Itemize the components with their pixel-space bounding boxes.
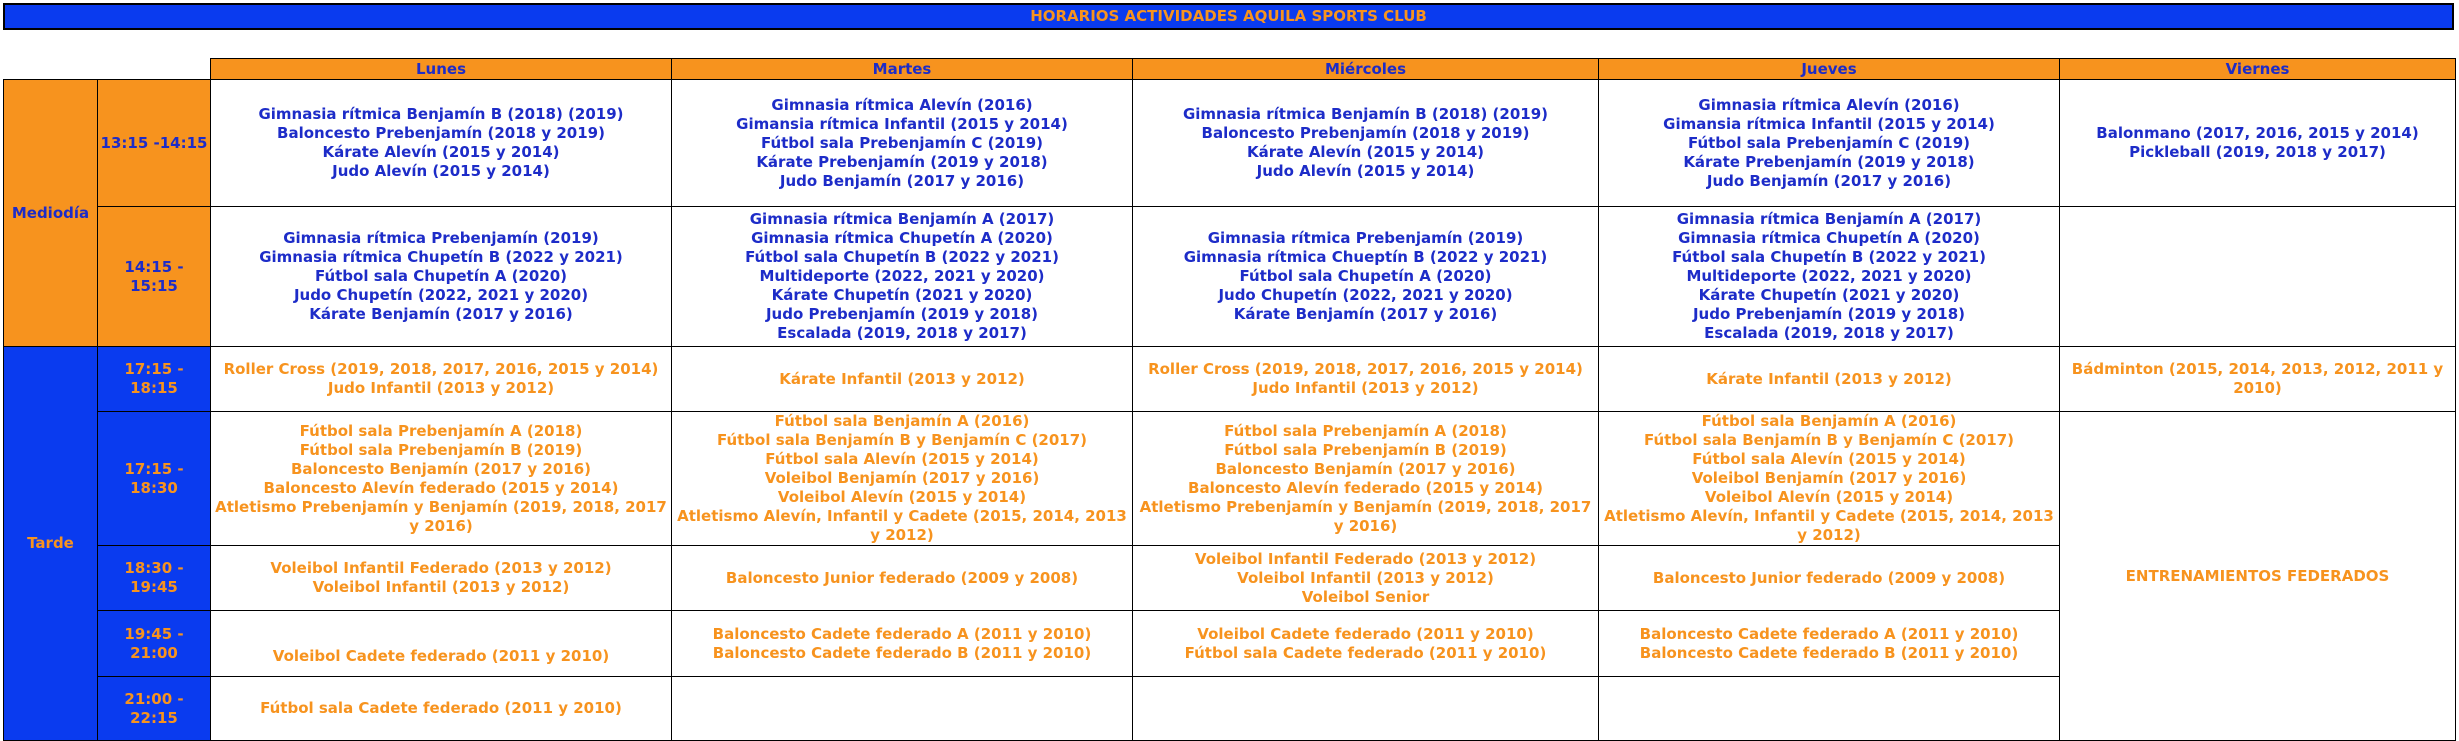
activity-cell-miercoles: Voleibol Infantil Federado (2013 y 2012) Voleibol Infantil (2013 y 2012) Voleibol Senior	[1133, 546, 1599, 611]
activity-cell-lunes: Fútbol sala Prebenjamín A (2018) Fútbol sala Prebenjamín B (2019) Baloncesto Benjamín (2017 y 2016) Baloncesto Alevín federado (2015 y 2014) Atletismo Prebenjamín y Benjamín (2019, 2018, 2017 y 2016)	[211, 412, 672, 546]
period-mediodia: Mediodía	[4, 80, 98, 347]
period-tarde: Tarde	[4, 347, 98, 741]
time-slot: 14:15 - 15:15	[98, 207, 211, 347]
activity-cell-miercoles: Gimnasia rítmica Prebenjamín (2019) Gimnasia rítmica Chueptín B (2022 y 2021) Fútbol sala Chupetín A (2020) Judo Chupetín (2022, 2021 y 2020) Kárate Benjamín (2017 y 2016)	[1133, 207, 1599, 347]
day-header-jueves: Jueves	[1599, 59, 2060, 80]
activity-cell-jueves: Baloncesto Junior federado (2009 y 2008)	[1599, 546, 2060, 611]
schedule-row	[4, 412, 2456, 546]
activity-cell-jueves: Fútbol sala Benjamín A (2016) Fútbol sala Benjamín B y Benjamín C (2017) Fútbol sala Alevín (2015 y 2014) Voleibol Benjamín (2017 y 2016) Voleibol Alevín (2015 y 2014) Atletismo Alevín, Infantil y Cadete (2015, 2014, 2013 y 2012)	[1599, 412, 2060, 546]
day-header-viernes: Viernes	[2060, 59, 2456, 80]
day-header-row	[4, 59, 2456, 80]
activity-cell-lunes: Roller Cross (2019, 2018, 2017, 2016, 2015 y 2014) Judo Infantil (2013 y 2012)	[211, 347, 672, 412]
schedule-title: HORARIOS ACTIVIDADES AQUILA SPORTS CLUB	[3, 3, 2454, 30]
activity-cell-viernes: Bádminton (2015, 2014, 2013, 2012, 2011 y 2010)	[2060, 347, 2456, 412]
blank-corner	[4, 59, 98, 80]
activity-cell-lunes: Gimnasia rítmica Benjamín B (2018) (2019) Baloncesto Prebenjamín (2018 y 2019) Kárate Alevín (2015 y 2014) Judo Alevín (2015 y 2014)	[211, 80, 672, 207]
activity-cell-martes: Gimnasia rítmica Alevín (2016) Gimansia rítmica Infantil (2015 y 2014) Fútbol sala Prebenjamín C (2019) Kárate Prebenjamín (2019 y 2018) Judo Benjamín (2017 y 2016)	[672, 80, 1133, 207]
activity-cell-viernes	[2060, 207, 2456, 347]
activity-cell-martes: Fútbol sala Benjamín A (2016) Fútbol sala Benjamín B y Benjamín C (2017) Fútbol sala Alevín (2015 y 2014) Voleibol Benjamín (2017 y 2016) Voleibol Alevín (2015 y 2014) Atletismo Alevín, Infantil y Cadete (2015, 2014, 2013 y 2012)	[672, 412, 1133, 546]
activity-cell-miercoles: Voleibol Cadete federado (2011 y 2010) Fútbol sala Cadete federado (2011 y 2010)	[1133, 611, 1599, 677]
activity-cell-jueves: Gimnasia rítmica Alevín (2016) Gimansia rítmica Infantil (2015 y 2014) Fútbol sala Prebenjamín C (2019) Kárate Prebenjamín (2019 y 2018) Judo Benjamín (2017 y 2016)	[1599, 80, 2060, 207]
activity-cell-viernes: Balonmano (2017, 2016, 2015 y 2014) Pickleball (2019, 2018 y 2017)	[2060, 80, 2456, 207]
activity-cell-jueves: Gimnasia rítmica Benjamín A (2017) Gimnasia rítmica Chupetín A (2020) Fútbol sala Chupetín B (2022 y 2021) Multideporte (2022, 2021 y 2020) Kárate Chupetín (2021 y 2020) Judo Prebenjamín (2019 y 2018) Escalada (2019, 2018 y 2017)	[1599, 207, 2060, 347]
activity-cell-martes: Baloncesto Junior federado (2009 y 2008)	[672, 546, 1133, 611]
activity-cell-viernes: ENTRENAMIENTOS FEDERADOS	[2060, 412, 2456, 741]
day-header-miercoles: Miércoles	[1133, 59, 1599, 80]
activity-cell-miercoles: Gimnasia rítmica Benjamín B (2018) (2019) Baloncesto Prebenjamín (2018 y 2019) Kárate Alevín (2015 y 2014) Judo Alevín (2015 y 2014)	[1133, 80, 1599, 207]
blank-corner	[98, 59, 211, 80]
time-slot: 21:00 - 22:15	[98, 677, 211, 741]
activity-cell-lunes: Fútbol sala Cadete federado (2011 y 2010)	[211, 677, 672, 741]
time-slot: 17:15 - 18:15	[98, 347, 211, 412]
schedule-row	[4, 347, 2456, 412]
day-header-martes: Martes	[672, 59, 1133, 80]
time-slot: 13:15 -14:15	[98, 80, 211, 207]
activity-cell-jueves: Baloncesto Cadete federado A (2011 y 2010) Baloncesto Cadete federado B (2011 y 2010)	[1599, 611, 2060, 677]
schedule-row	[4, 207, 2456, 347]
time-slot: 17:15 - 18:30	[98, 412, 211, 546]
activity-cell-lunes: Voleibol Infantil Federado (2013 y 2012) Voleibol Infantil (2013 y 2012)	[211, 546, 672, 611]
activity-cell-miercoles: Roller Cross (2019, 2018, 2017, 2016, 2015 y 2014) Judo Infantil (2013 y 2012)	[1133, 347, 1599, 412]
time-slot: 18:30 - 19:45	[98, 546, 211, 611]
activity-cell-martes: Gimnasia rítmica Benjamín A (2017) Gimnasia rítmica Chupetín A (2020) Fútbol sala Chupetín B (2022 y 2021) Multideporte (2022, 2021 y 2020) Kárate Chupetín (2021 y 2020) Judo Prebenjamín (2019 y 2018) Escalada (2019, 2018 y 2017)	[672, 207, 1133, 347]
time-slot: 19:45 - 21:00	[98, 611, 211, 677]
schedule-row	[4, 80, 2456, 207]
activity-cell-martes: Kárate Infantil (2013 y 2012)	[672, 347, 1133, 412]
activity-cell-jueves: Kárate Infantil (2013 y 2012)	[1599, 347, 2060, 412]
activity-cell-miercoles: Fútbol sala Prebenjamín A (2018) Fútbol sala Prebenjamín B (2019) Baloncesto Benjamín (2017 y 2016) Baloncesto Alevín federado (2015 y 2014) Atletismo Prebenjamín y Benjamín (2019, 2018, 2017 y 2016)	[1133, 412, 1599, 546]
day-header-lunes: Lunes	[211, 59, 672, 80]
schedule-table	[3, 58, 2456, 741]
activity-cell-lunes: Voleibol Cadete federado (2011 y 2010)	[211, 611, 672, 677]
activity-cell-lunes: Gimnasia rítmica Prebenjamín (2019) Gimnasia rítmica Chupetín B (2022 y 2021) Fútbol sala Chupetín A (2020) Judo Chupetín (2022, 2021 y 2020) Kárate Benjamín (2017 y 2016)	[211, 207, 672, 347]
activity-cell-martes: Baloncesto Cadete federado A (2011 y 2010) Baloncesto Cadete federado B (2011 y 2010)	[672, 611, 1133, 677]
